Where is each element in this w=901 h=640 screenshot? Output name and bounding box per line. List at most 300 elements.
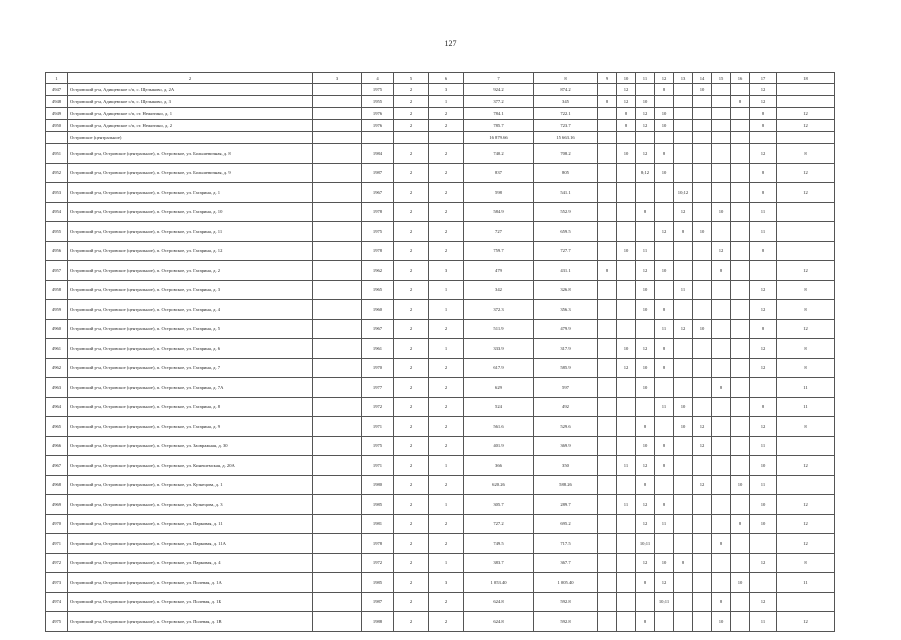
cell-c7: 366 [464, 456, 534, 476]
cell-c17 [750, 261, 777, 281]
cell-c3 [313, 120, 362, 132]
address-cell: Островский р-н, Островское (центральное), п. Островское, ул. Кузнецова, д. 3 [68, 495, 313, 515]
cell-c16 [731, 358, 750, 378]
cell-c9 [598, 514, 617, 534]
cell-c8: 317.9 [534, 339, 598, 359]
cell-c10: 11 [617, 456, 636, 476]
cell-c9 [598, 573, 617, 593]
row-number: 4969 [46, 495, 68, 515]
cell-c3 [313, 319, 362, 339]
cell-c17: 12 [750, 144, 777, 164]
table-row [46, 514, 835, 534]
row-number: 4966 [46, 436, 68, 456]
cell-c10: 8 [617, 108, 636, 120]
cell-c7: 727.2 [464, 514, 534, 534]
cell-c17: 11 [750, 222, 777, 242]
cell-c14 [693, 144, 712, 164]
cell-c16 [731, 612, 750, 632]
cell-c12 [655, 475, 674, 495]
cell-c14: 10 [693, 319, 712, 339]
cell-c18 [777, 592, 835, 612]
cell-c17: 8 [750, 241, 777, 261]
cell-c4: 1967 [362, 319, 394, 339]
cell-c8: 529.6 [534, 417, 598, 437]
cell-c11: 10 [636, 378, 655, 398]
cell-c18 [777, 241, 835, 261]
cell-c6: 3 [429, 573, 464, 593]
cell-c8: 585.9 [534, 358, 598, 378]
cell-c12: 8 [655, 358, 674, 378]
row-number: 4971 [46, 534, 68, 554]
cell-c4: 1976 [362, 108, 394, 120]
cell-c6: 2 [429, 222, 464, 242]
cell-c9: 8 [598, 261, 617, 281]
cell-c18: 8 [777, 358, 835, 378]
column-header-13: 13 [674, 73, 693, 84]
cell-c7: 837 [464, 163, 534, 183]
cell-c15: 8 [712, 261, 731, 281]
table-row [46, 202, 835, 222]
cell-c7: 383.7 [464, 553, 534, 573]
cell-c4: 1967 [362, 183, 394, 203]
cell-c18: 12 [777, 319, 835, 339]
cell-c3 [313, 592, 362, 612]
cell-c5: 2 [394, 84, 429, 96]
address-cell: Островский р-н, Островское (центральное), п. Островское, ул. Гагарина, д. 5 [68, 319, 313, 339]
cell-c3 [313, 84, 362, 96]
cell-c5: 2 [394, 108, 429, 120]
cell-c14 [693, 358, 712, 378]
cell-c4: 1962 [362, 261, 394, 281]
cell-c15 [712, 222, 731, 242]
cell-c8: 695.2 [534, 514, 598, 534]
cell-c7: 584.9 [464, 202, 534, 222]
cell-c15: 8 [712, 534, 731, 554]
cell-c14 [693, 163, 712, 183]
address-cell: Островский р-н, Адищевское с/п, с. Щелыково, д. 2А [68, 84, 313, 96]
address-cell: Островский р-н, Адищевское с/п, ст. Нежитино, д. 1 [68, 108, 313, 120]
cell-c6: 2 [429, 108, 464, 120]
cell-c18 [777, 436, 835, 456]
cell-c16 [731, 378, 750, 398]
row-number: 4962 [46, 358, 68, 378]
cell-c5: 2 [394, 436, 429, 456]
cell-c12: 10 [655, 120, 674, 132]
cell-c8: 356.3 [534, 300, 598, 320]
cell-c10: 8 [617, 120, 636, 132]
row-number: 4949 [46, 108, 68, 120]
cell-c4: 1984 [362, 144, 394, 164]
row-number: 4972 [46, 553, 68, 573]
cell-c18: 12 [777, 163, 835, 183]
cell-c8: 492 [534, 397, 598, 417]
cell-c9 [598, 319, 617, 339]
cell-c17: 8 [750, 183, 777, 203]
cell-c3 [313, 108, 362, 120]
row-number: 4947 [46, 84, 68, 96]
cell-c13 [674, 573, 693, 593]
cell-c10 [617, 222, 636, 242]
cell-c10 [617, 553, 636, 573]
cell-c13 [674, 300, 693, 320]
cell-c15: 8 [712, 378, 731, 398]
column-header-15: 15 [712, 73, 731, 84]
row-number: 4964 [46, 397, 68, 417]
cell-c15 [712, 183, 731, 203]
cell-c6: 1 [429, 96, 464, 108]
cell-c6: 1 [429, 339, 464, 359]
cell-c10 [617, 592, 636, 612]
cell-c10: 12 [617, 358, 636, 378]
cell-c10 [617, 183, 636, 203]
cell-c16 [731, 120, 750, 132]
cell-c14: 12 [693, 417, 712, 437]
row-number: 4951 [46, 144, 68, 164]
cell-c3 [313, 553, 362, 573]
cell-c4: 1972 [362, 553, 394, 573]
cell-c11: 12 [636, 456, 655, 476]
cell-c17: 10 [750, 456, 777, 476]
cell-c3 [313, 261, 362, 281]
cell-c8: 345 [534, 96, 598, 108]
cell-c12 [655, 417, 674, 437]
cell-c7: 785.7 [464, 120, 534, 132]
cell-c18: 12 [777, 612, 835, 632]
cell-c5: 2 [394, 163, 429, 183]
cell-c6: 2 [429, 514, 464, 534]
cell-c11: 11 [636, 241, 655, 261]
cell-c16 [731, 163, 750, 183]
cell-c12: 10 [655, 261, 674, 281]
table-row [46, 84, 835, 96]
table-row [46, 300, 835, 320]
cell-c5: 2 [394, 378, 429, 398]
cell-c11: 10 [636, 96, 655, 108]
cell-c15 [712, 553, 731, 573]
cell-c13: 10 [674, 417, 693, 437]
cell-c12: 10;11 [655, 592, 674, 612]
cell-c13: 8 [674, 553, 693, 573]
cell-c7: 624.8 [464, 612, 534, 632]
cell-c5: 2 [394, 534, 429, 554]
cell-c7: 561.6 [464, 417, 534, 437]
cell-c3 [313, 300, 362, 320]
cell-c5: 2 [394, 222, 429, 242]
table-row [46, 261, 835, 281]
address-cell: Островский р-н, Адищевское с/п, ст. Нежитино, д. 2 [68, 120, 313, 132]
cell-c6: 2 [429, 397, 464, 417]
cell-c15 [712, 84, 731, 96]
cell-c6: 2 [429, 612, 464, 632]
cell-c10 [617, 573, 636, 593]
page-number: 127 [444, 39, 457, 48]
table-row [46, 280, 835, 300]
cell-c13: 11 [674, 280, 693, 300]
column-header-7: 7 [464, 73, 534, 84]
cell-c17: 8 [750, 108, 777, 120]
cell-c12: 8 [655, 339, 674, 359]
cell-c16: 10 [731, 475, 750, 495]
cell-c9 [598, 358, 617, 378]
cell-c8: 592.8 [534, 592, 598, 612]
address-cell: Островский р-н, Островское (центральное), п. Островское, ул. Гагарина, д. 9 [68, 417, 313, 437]
cell-c15 [712, 495, 731, 515]
table-row [46, 183, 835, 203]
cell-c6: 1 [429, 300, 464, 320]
cell-c17: 11 [750, 612, 777, 632]
cell-c6: 1 [429, 280, 464, 300]
cell-c4: 1985 [362, 573, 394, 593]
cell-c18: 8 [777, 300, 835, 320]
table-row [46, 120, 835, 132]
cell-c14 [693, 495, 712, 515]
cell-c5: 2 [394, 397, 429, 417]
cell-c13 [674, 495, 693, 515]
cell-c18: 11 [777, 573, 835, 593]
cell-c10: 10 [617, 339, 636, 359]
cell-c5: 2 [394, 280, 429, 300]
cell-c17: 8 [750, 397, 777, 417]
address-cell: Островский р-н, Островское (центральное), п. Островское, ул. Полевая, д. 1А [68, 573, 313, 593]
cell-c13 [674, 358, 693, 378]
cell-c14 [693, 280, 712, 300]
cell-c5: 2 [394, 592, 429, 612]
row-number: 4975 [46, 612, 68, 632]
cell-c10: 11 [617, 495, 636, 515]
column-header-10: 10 [617, 73, 636, 84]
cell-c12: 11 [655, 397, 674, 417]
row-number: 4960 [46, 319, 68, 339]
cell-c13: 12 [674, 202, 693, 222]
cell-c18: 12 [777, 261, 835, 281]
cell-c9 [598, 280, 617, 300]
cell-c15 [712, 573, 731, 593]
cell-c11: 12 [636, 108, 655, 120]
address-cell: Островский р-н, Островское (центральное), п. Островское, ул. Парковая, д. 11 [68, 514, 313, 534]
cell-c15 [712, 417, 731, 437]
cell-c9 [598, 300, 617, 320]
cell-c3 [313, 241, 362, 261]
cell-c13 [674, 96, 693, 108]
cell-c3 [313, 280, 362, 300]
cell-c7: 342 [464, 280, 534, 300]
address-cell: Островский р-н, Островское (центральное), п. Островское, ул. Гагарина, д. 7 [68, 358, 313, 378]
cell-c14: 10 [693, 222, 712, 242]
cell-c18: 11 [777, 378, 835, 398]
cell-c10: 12 [617, 96, 636, 108]
cell-c5: 2 [394, 495, 429, 515]
cell-c6: 2 [429, 436, 464, 456]
cell-c10: 12 [617, 84, 636, 96]
cell-c6: 2 [429, 534, 464, 554]
cell-c15 [712, 108, 731, 120]
column-header-9: 9 [598, 73, 617, 84]
address-cell: Островский р-н, Островское (центральное), п. Островское, ул. Кинешемская, д. 20А [68, 456, 313, 476]
table-row [46, 222, 835, 242]
cell-c14 [693, 339, 712, 359]
column-header-16: 16 [731, 73, 750, 84]
table-row [46, 339, 835, 359]
cell-c9 [598, 202, 617, 222]
row-number: 4968 [46, 475, 68, 495]
cell-c11: 12 [636, 553, 655, 573]
cell-c3 [313, 183, 362, 203]
cell-c16 [731, 183, 750, 203]
cell-c17: 12 [750, 96, 777, 108]
cell-c7: 511.9 [464, 319, 534, 339]
address-cell: Островский р-н, Островское (центральное), п. Островское, ул. Гагарина, д. 11 [68, 222, 313, 242]
table-row [46, 397, 835, 417]
cell-c4: 1987 [362, 592, 394, 612]
cell-c12: 8 [655, 456, 674, 476]
cell-c15 [712, 144, 731, 164]
cell-c9 [598, 612, 617, 632]
cell-c7: 617.9 [464, 358, 534, 378]
cell-c14 [693, 592, 712, 612]
cell-c5: 2 [394, 358, 429, 378]
column-header-4: 4 [362, 73, 394, 84]
cell-c18: 12 [777, 183, 835, 203]
cell-c13 [674, 241, 693, 261]
cell-c8: 552.9 [534, 202, 598, 222]
cell-c7: 598 [464, 183, 534, 203]
table-row [46, 495, 835, 515]
cell-c16: 10 [731, 573, 750, 593]
row-number: 4970 [46, 514, 68, 534]
cell-c10 [617, 475, 636, 495]
row-number: 4973 [46, 573, 68, 593]
cell-c13: 12 [674, 319, 693, 339]
cell-c7: 624.8 [464, 592, 534, 612]
cell-c18: 12 [777, 495, 835, 515]
cell-c12: 11 [655, 514, 674, 534]
cell-c14 [693, 378, 712, 398]
cell-c12 [655, 612, 674, 632]
cell-c18: 8 [777, 417, 835, 437]
cell-c11: 10 [636, 358, 655, 378]
cell-c8: 722.1 [534, 108, 598, 120]
cell-c11 [636, 397, 655, 417]
table-row [46, 553, 835, 573]
cell-c5: 2 [394, 553, 429, 573]
row-number: 4958 [46, 280, 68, 300]
cell-c9 [598, 222, 617, 242]
cell-c15: 10 [712, 612, 731, 632]
cell-c15 [712, 163, 731, 183]
cell-c14 [693, 261, 712, 281]
cell-c11: 8 [636, 612, 655, 632]
cell-c8: 805 [534, 163, 598, 183]
cell-c17: 12 [750, 84, 777, 96]
cell-c15 [712, 280, 731, 300]
cell-c11: 12 [636, 495, 655, 515]
cell-c16 [731, 280, 750, 300]
cell-c18 [777, 222, 835, 242]
cell-c11: 8 [636, 475, 655, 495]
cell-c13 [674, 612, 693, 632]
section-row [46, 132, 835, 144]
cell-c16 [731, 436, 750, 456]
cell-c10 [617, 417, 636, 437]
column-header-8: 8 [534, 73, 598, 84]
cell-c6: 2 [429, 144, 464, 164]
cell-c13 [674, 163, 693, 183]
table-row [46, 592, 835, 612]
cell-c17: 11 [750, 475, 777, 495]
cell-c7: 629 [464, 378, 534, 398]
table-row [46, 378, 835, 398]
cell-c8: 597 [534, 378, 598, 398]
cell-c17: 10 [750, 495, 777, 515]
cell-c7: 749.5 [464, 534, 534, 554]
row-number: 4953 [46, 183, 68, 203]
cell-c18: 12 [777, 120, 835, 132]
cell-c15 [712, 514, 731, 534]
cell-c8: 723.7 [534, 120, 598, 132]
cell-c9 [598, 241, 617, 261]
cell-c4: 1985 [362, 495, 394, 515]
cell-c8: 369.9 [534, 436, 598, 456]
cell-c17 [750, 378, 777, 398]
column-header-14: 14 [693, 73, 712, 84]
table-row [46, 241, 835, 261]
cell-c14 [693, 456, 712, 476]
table-row [46, 573, 835, 593]
column-header-6: 6 [429, 73, 464, 84]
address-cell: Островский р-н, Островское (центральное), п. Островское, ул. Большевичная, д. 8 [68, 144, 313, 164]
table-row [46, 417, 835, 437]
cell-c9 [598, 592, 617, 612]
cell-c9 [598, 456, 617, 476]
row-number: 4961 [46, 339, 68, 359]
cell-c14 [693, 202, 712, 222]
cell-c10 [617, 280, 636, 300]
cell-c5: 2 [394, 202, 429, 222]
cell-c10: 10 [617, 144, 636, 164]
table-row [46, 456, 835, 476]
address-cell: Островский р-н, Островское (центральное), п. Островское, ул. Гагарина, д. 8 [68, 397, 313, 417]
cell-c7: 759.7 [464, 241, 534, 261]
cell-c6: 2 [429, 183, 464, 203]
cell-c3 [313, 436, 362, 456]
cell-c15 [712, 300, 731, 320]
cell-c16 [731, 495, 750, 515]
address-cell: Островский р-н, Островское (центральное), п. Островское, ул. Заовражная, д. 30 [68, 436, 313, 456]
cell-c15 [712, 358, 731, 378]
address-cell: Островский р-н, Островское (центральное), п. Островское, ул. Парковая, д. 11А [68, 534, 313, 554]
cell-c7: 305.7 [464, 495, 534, 515]
cell-c4: 1981 [362, 514, 394, 534]
cell-c12 [655, 378, 674, 398]
cell-c6: 1 [429, 456, 464, 476]
cell-c13 [674, 144, 693, 164]
cell-c7: 924.2 [464, 84, 534, 96]
cell-c12 [655, 280, 674, 300]
cell-c13: 8 [674, 222, 693, 242]
cell-c5: 2 [394, 300, 429, 320]
section-total-living-area: 15 663.16 [534, 132, 598, 144]
cell-c4: 1955 [362, 96, 394, 108]
cell-c9 [598, 108, 617, 120]
cell-c17: 12 [750, 358, 777, 378]
cell-c6: 2 [429, 475, 464, 495]
cell-c12: 10 [655, 163, 674, 183]
cell-c18: 11 [777, 397, 835, 417]
column-header-12: 12 [655, 73, 674, 84]
cell-c17 [750, 534, 777, 554]
section-total-area: 16 879.66 [464, 132, 534, 144]
cell-c16 [731, 144, 750, 164]
